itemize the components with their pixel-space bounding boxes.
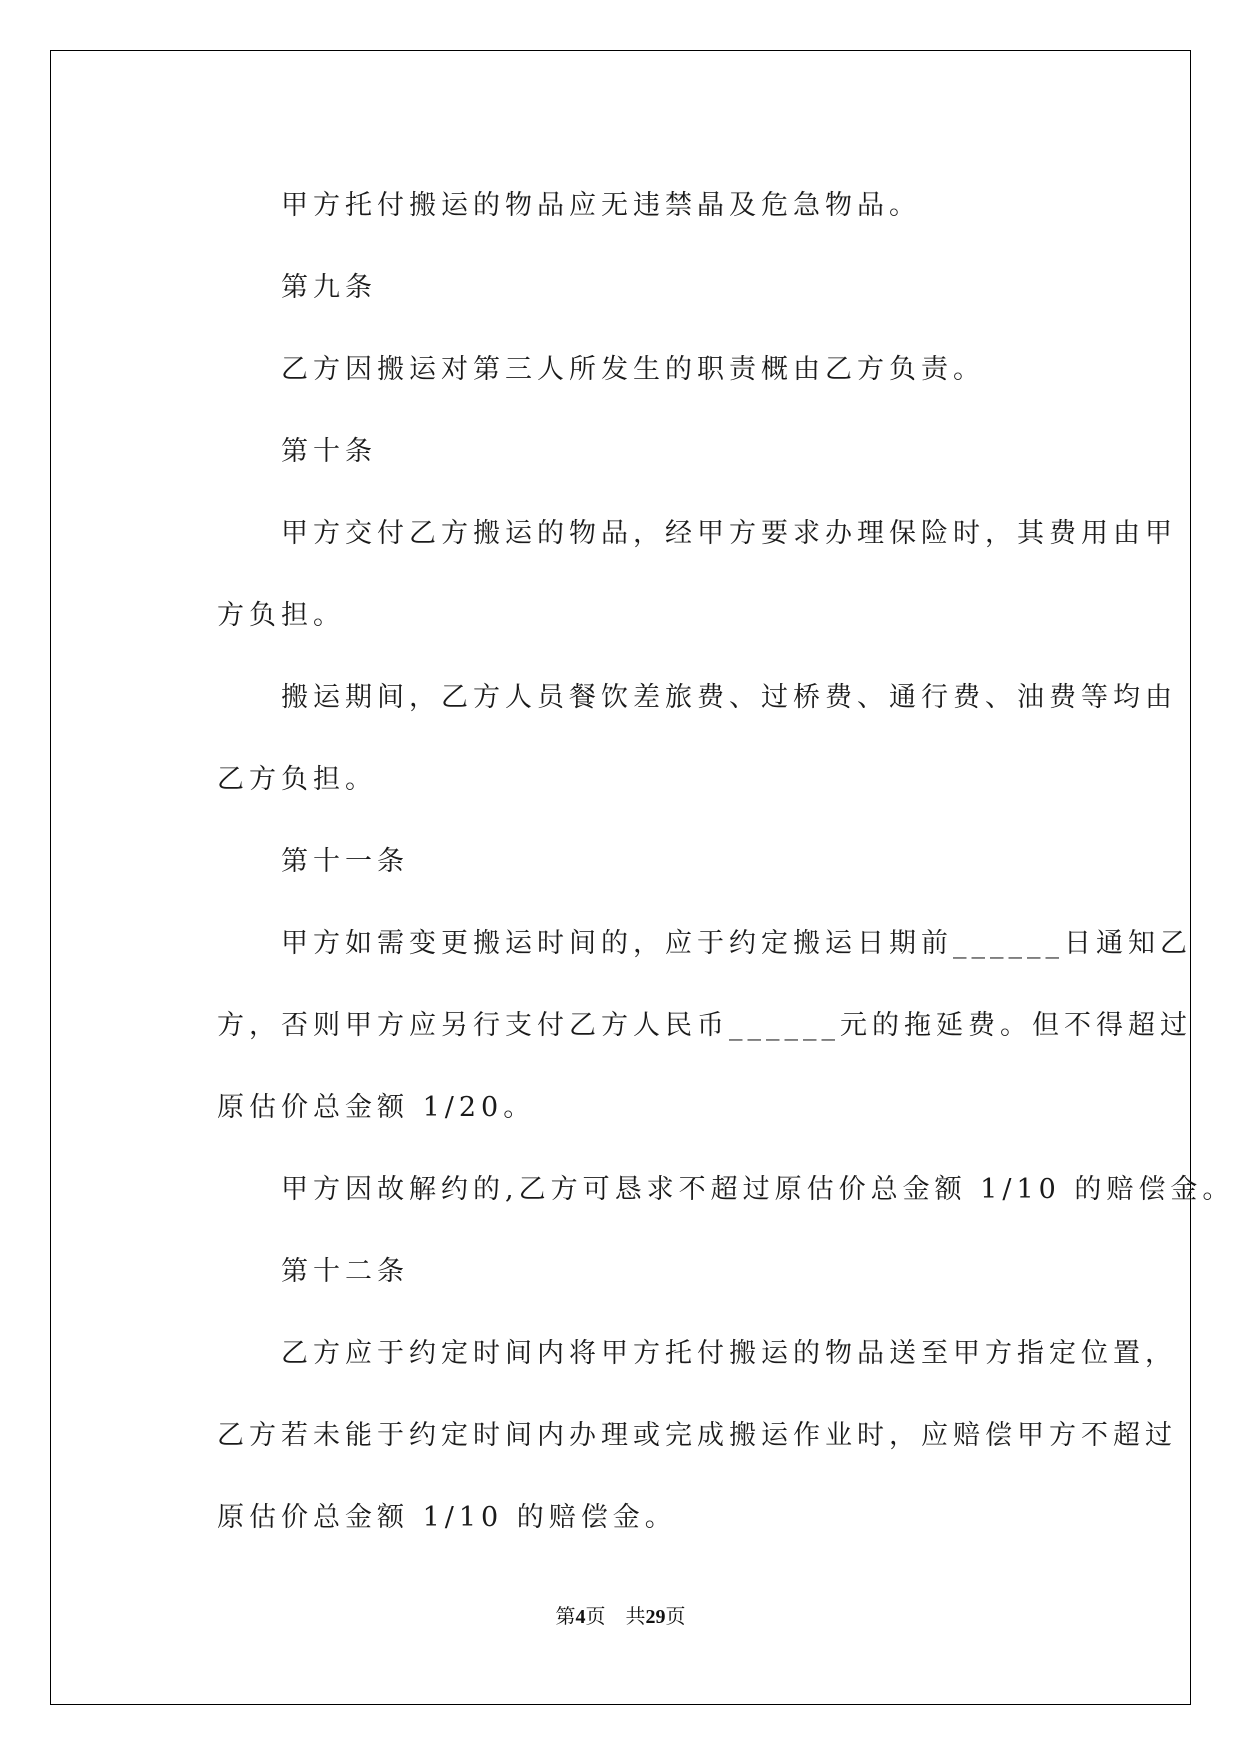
- paragraph: [153, 165, 1093, 247]
- text-line: 乙方因搬运对第三人所发生的职责概由乙方负责。: [281, 354, 985, 385]
- footer-total-prefix: 共: [625, 1606, 646, 1628]
- section-heading: [153, 411, 1093, 493]
- document-body: [153, 165, 1235, 1559]
- footer-prefix: 第: [555, 1606, 576, 1628]
- section-heading: [153, 821, 1093, 903]
- section-heading: [153, 1231, 1093, 1313]
- current-page-number: 4: [575, 1606, 586, 1628]
- heading-text: 第十条: [281, 436, 377, 467]
- text-line: 乙方应于约定时间内将甲方托付搬运的物品送至甲方指定位置，: [281, 1338, 1177, 1369]
- text-line: 乙方负担。: [217, 764, 377, 795]
- heading-text: 第十一条: [281, 846, 409, 877]
- text-line: 乙方若未能于约定时间内办理或完成搬运作业时，应赔偿甲方不超过: [217, 1420, 1177, 1451]
- paragraph: [153, 1149, 1235, 1231]
- text-line: 甲方如需变更搬运时间的，应于约定搬运日期前______日通知乙: [281, 928, 1192, 959]
- section-heading: [153, 247, 1093, 329]
- text-line: 甲方托付搬运的物品应无违禁晶及危急物品。: [281, 190, 921, 221]
- total-page-count: 29: [645, 1606, 666, 1628]
- footer-total-unit: 页: [665, 1606, 686, 1628]
- paragraph: [153, 1313, 1177, 1559]
- paragraph: [153, 493, 1177, 657]
- heading-text: 第九条: [281, 272, 377, 303]
- text-line: 甲方因故解约的,乙方可恳求不超过原估价总金额 1/10 的赔偿金。: [281, 1174, 1235, 1205]
- paragraph: [153, 657, 1177, 821]
- text-line: 方，否则甲方应另行支付乙方人民币______元的拖延费。但不得超过: [217, 1010, 1192, 1041]
- text-line: 搬运期间，乙方人员餐饮差旅费、过桥费、通行费、油费等均由: [281, 682, 1177, 713]
- text-line: 甲方交付乙方搬运的物品，经甲方要求办理保险时，其费用由甲: [281, 518, 1177, 549]
- heading-text: 第十二条: [281, 1256, 409, 1287]
- text-line: 原估价总金额 1/10 的赔偿金。: [217, 1502, 677, 1533]
- page-number-footer: [0, 1600, 1241, 1629]
- footer-page-unit: 页: [585, 1606, 606, 1628]
- text-line: 原估价总金额 1/20。: [217, 1092, 536, 1123]
- text-line: 方负担。: [217, 600, 345, 631]
- paragraph: [153, 903, 1192, 1149]
- paragraph: [153, 329, 1093, 411]
